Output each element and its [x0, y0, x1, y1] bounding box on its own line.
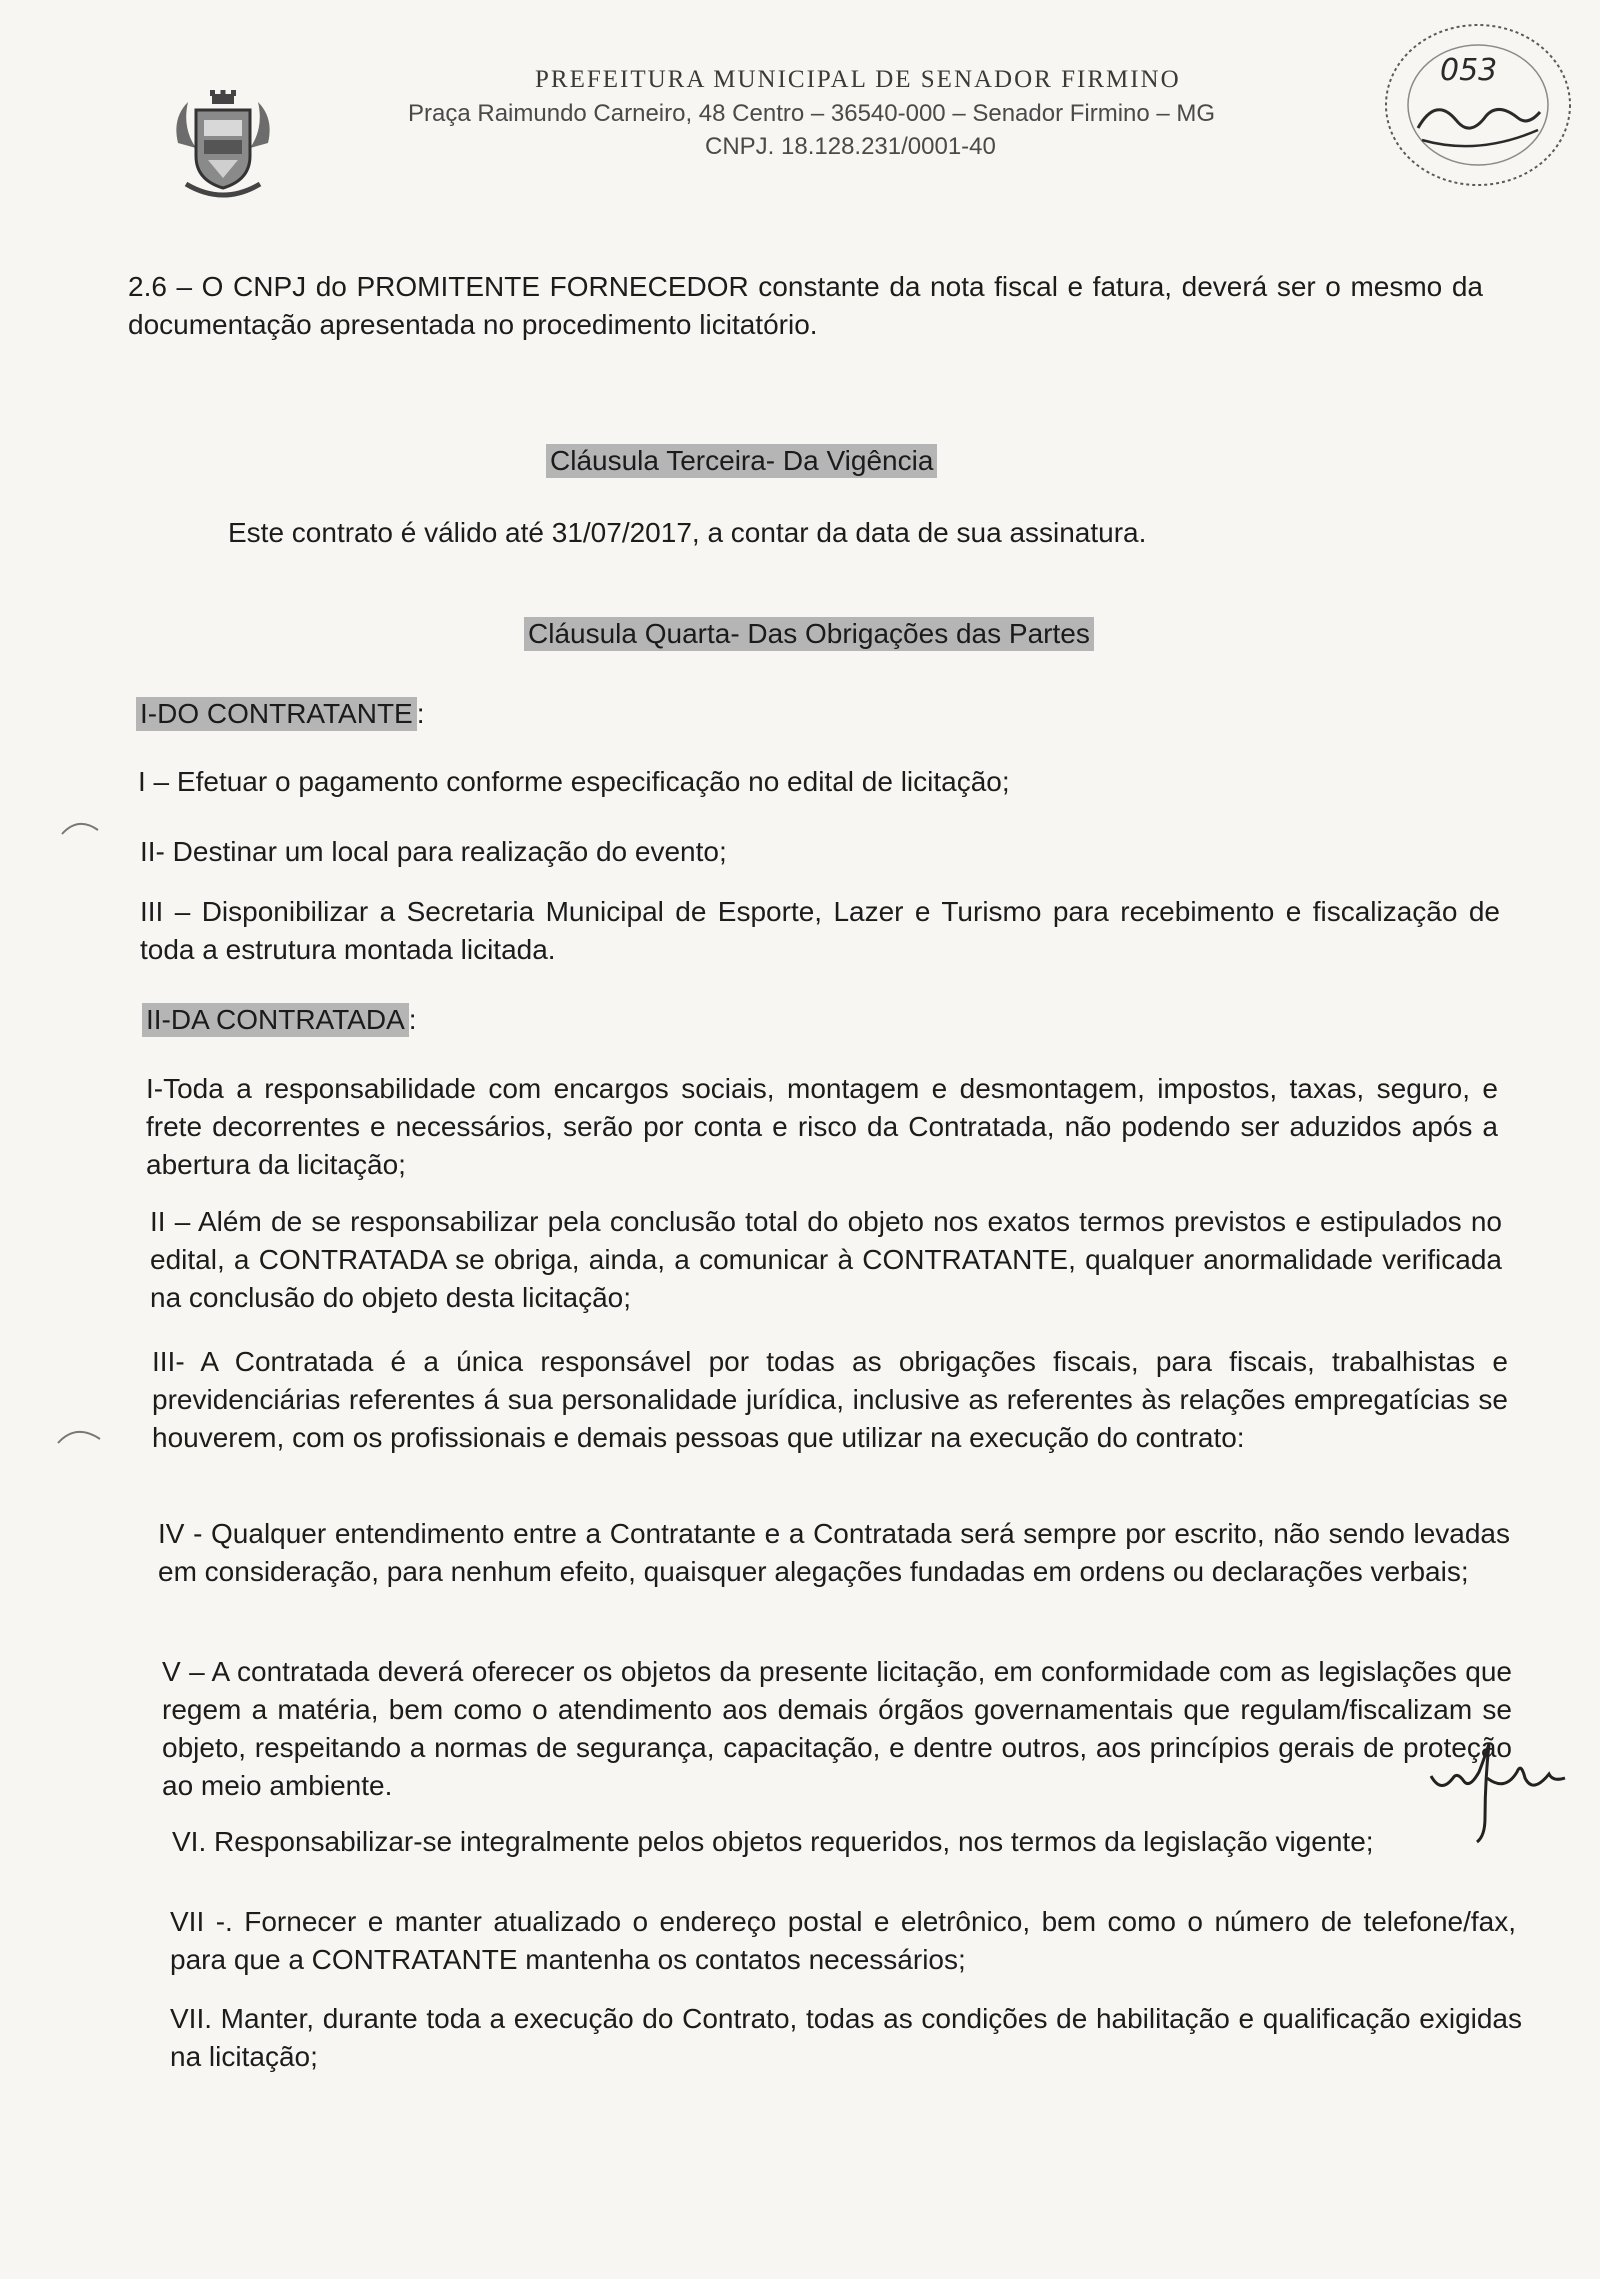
protocol-stamp: [1378, 16, 1578, 194]
handwritten-initials: [1425, 1732, 1575, 1847]
clause-3-text: Este contrato é válido até 31/07/2017, a contar da data de sua assinatura.: [228, 517, 1147, 548]
header-address: Praça Raimundo Carneiro, 48 Centro – 36540-000 – Senador Firmino – MG: [408, 100, 1216, 127]
clause-4-heading: [524, 617, 1094, 651]
contratada-item-6: VI. Responsabilizar-se integralmente pelos objetos requeridos, nos termos da legislação vigente;: [172, 1826, 1374, 1857]
clause-3-heading-label: Cláusula Terceira- Da Vigência: [546, 444, 937, 478]
clause-3-heading: [546, 444, 937, 478]
contratada-heading-suffix: :: [408, 1004, 417, 1035]
stamp-page-number: 053: [1440, 53, 1498, 88]
contratante-heading-label: I-DO CONTRATANTE: [136, 697, 417, 731]
contratada-item-5: V – A contratada deverá oferecer os objetos da presente licitação, em conformidade com as legislações que regem a matéria, bem como o atendimento aos demais órgãos governamentais que regulam/fiscalizam se objeto, respeitando a normas de segurança, capacitação, e dentre outros, aos princípios gerais de proteção ao meio ambiente.: [162, 1656, 1512, 1801]
clause-4-heading-label: Cláusula Quarta- Das Obrigações das Partes: [524, 617, 1094, 651]
margin-mark-bottom: [54, 1425, 104, 1447]
contratada-item-1: I-Toda a responsabilidade com encargos sociais, montagem e desmontagem, impostos, taxas, seguro, e frete decorrentes e necessários, serão por conta e risco da Contratada, não podendo ser aduzidos após a abertura da licitação;: [146, 1073, 1498, 1180]
municipal-crest-logo: [168, 88, 278, 200]
contratada-item-7: VII -. Fornecer e manter atualizado o endereço postal e eletrônico, bem como o número de telefone/fax, para que a CONTRATANTE mantenha os contatos necessários;: [170, 1906, 1516, 1975]
contratante-item-1: I – Efetuar o pagamento conforme especificação no edital de licitação;: [138, 766, 1010, 797]
section-2-6: 2.6 – O CNPJ do PROMITENTE FORNECEDOR constante da nota fiscal e fatura, deverá ser o mesmo da documentação apresentada no procedimento licitatório.: [128, 271, 1483, 340]
contratada-item-2: II – Além de se responsabilizar pela conclusão total do objeto nos exatos termos previstos e estipulados no edital, a CONTRATADA se obriga, ainda, a comunicar à CONTRATANTE, qualquer anormalidade verificada na conclusão do objeto desta licitação;: [150, 1206, 1502, 1313]
contratada-heading-label: II-DA CONTRATADA: [142, 1003, 409, 1037]
header-title: PREFEITURA MUNICIPAL DE SENADOR FIRMINO: [535, 66, 1181, 93]
margin-mark-top: [58, 818, 102, 838]
contratante-heading-suffix: :: [416, 698, 425, 729]
contratante-item-2: II- Destinar um local para realização do evento;: [140, 836, 727, 867]
contratada-item-4: IV - Qualquer entendimento entre a Contratante e a Contratada será sempre por escrito, não sendo levadas em consideração, para nenhum efeito, quaisquer alegações fundadas em ordens ou declarações verbais;: [158, 1518, 1510, 1587]
contratada-heading: [142, 1003, 417, 1037]
contratante-heading: [136, 697, 425, 731]
contratada-item-3: III- A Contratada é a única responsável por todas as obrigações fiscais, para fiscais, trabalhistas e previdenciárias referentes á sua personalidade jurídica, inclusive as referentes às relações empregatícias se houverem, com os profissionais e demais pessoas que utilizar na execução do contrato:: [152, 1346, 1508, 1453]
contratada-item-8: VII. Manter, durante toda a execução do Contrato, todas as condições de habilitação e qualificação exigidas na licitação;: [170, 2003, 1522, 2072]
header-cnpj: CNPJ. 18.128.231/0001-40: [705, 133, 996, 160]
contratante-item-3: III – Disponibilizar a Secretaria Municipal de Esporte, Lazer e Turismo para recebimento e fiscalização de toda a estrutura montada licitada.: [140, 896, 1500, 965]
